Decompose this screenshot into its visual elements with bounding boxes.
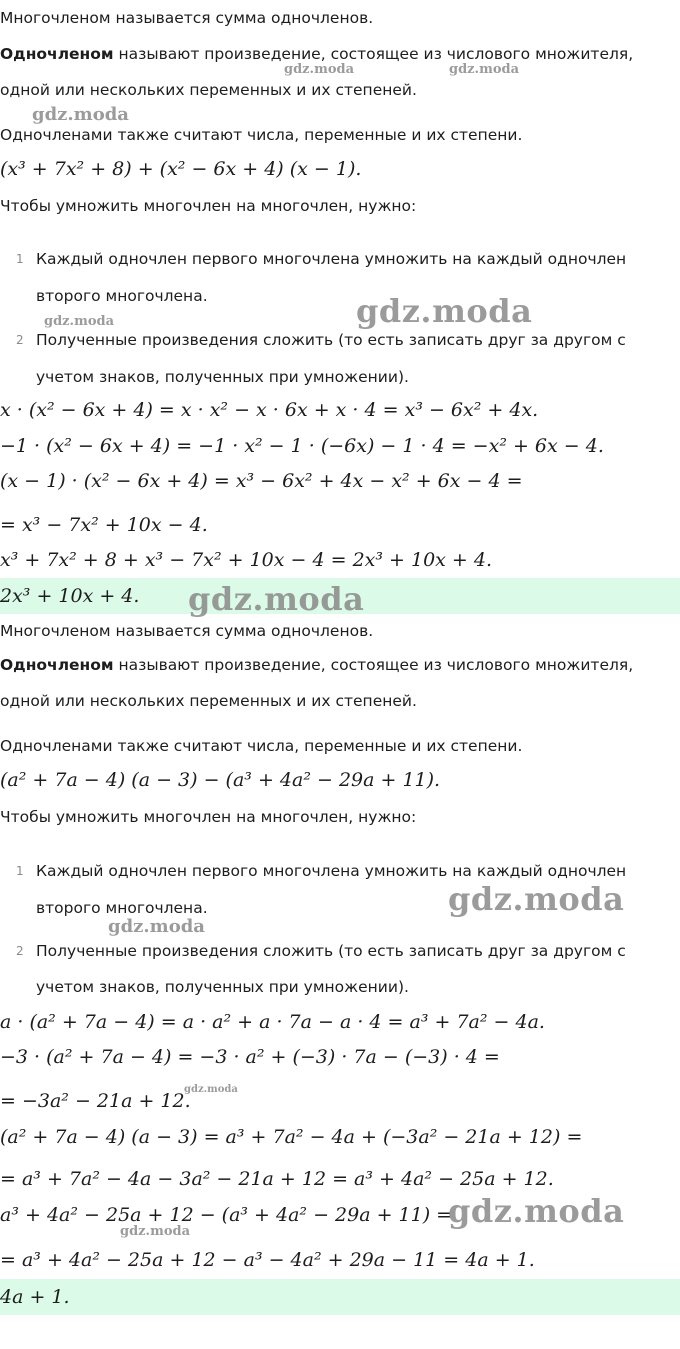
definition-monomial-line2: одной или нескольких переменных и их степеней. <box>0 692 417 710</box>
definition-polynomial: Многочленом называется сумма одночленов. <box>0 9 374 27</box>
watermark: gdz.moda <box>448 880 625 918</box>
step-text: Полученные произведения сложить (то есть записать друг за другом с <box>36 331 626 349</box>
calc-line: x · (x² − 6x + 4) = x · x² − x · 6x + x · 4 = x³ − 6x² + 4x. <box>0 399 539 421</box>
answer: 2x³ + 10x + 4. <box>0 585 140 607</box>
watermark: gdz.moda <box>184 1084 238 1095</box>
step-number: 1 <box>16 864 24 878</box>
calc-line: −3 · (a² + 7a − 4) = −3 · a² + (−3) · 7a − (−3) · 4 = <box>0 1046 500 1068</box>
watermark: gdz.moda <box>32 104 129 125</box>
definition-polynomial: Многочленом называется сумма одночленов. <box>0 622 374 640</box>
step-number: 2 <box>16 333 24 347</box>
calc-line: −1 · (x² − 6x + 4) = −1 · x² − 1 · (−6x) − 1 · 4 = −x² + 6x − 4. <box>0 435 604 457</box>
definition-monomial-rest: называют произведение, состоящее из числового множителя, <box>113 656 634 674</box>
watermark: gdz.moda <box>120 1224 191 1239</box>
step-text: Полученные произведения сложить (то есть записать друг за другом с <box>36 942 626 960</box>
definition-monomial-rest: называют произведение, состоящее из числового множителя, <box>113 45 634 63</box>
monomial-note: Одночленами также считают числа, переменные и их степени. <box>0 737 523 755</box>
calc-line: a · (a² + 7a − 4) = a · a² + a · 7a − a · 4 = a³ + 7a² − 4a. <box>0 1011 545 1033</box>
watermark: gdz.moda <box>188 580 365 618</box>
monomial-term: Одночленом <box>0 656 114 674</box>
step-number: 2 <box>16 944 24 958</box>
step-number: 1 <box>16 252 24 266</box>
monomial-note: Одночленами также считают числа, переменные и их степени. <box>0 126 523 144</box>
step-text: Каждый одночлен первого многочлена умножить на каждый одночлен <box>36 250 627 268</box>
definition-monomial <box>0 655 633 675</box>
task-expression: (x³ + 7x² + 8) + (x² − 6x + 4) (x − 1). <box>0 158 362 180</box>
watermark: gdz.moda <box>448 1192 625 1230</box>
calc-line: = x³ − 7x² + 10x − 4. <box>0 514 208 536</box>
watermark: gdz.moda <box>108 916 205 937</box>
calc-line: a³ + 4a² − 25a + 12 − (a³ + 4a² − 29a + 11) = <box>0 1204 453 1226</box>
step-text-continued: учетом знаков, полученных при умножении). <box>36 368 409 386</box>
calc-line: x³ + 7x² + 8 + x³ − 7x² + 10x − 4 = 2x³ + 10x + 4. <box>0 549 493 571</box>
answer-highlight <box>0 1279 680 1315</box>
rule-intro: Чтобы умножить многочлен на многочлен, нужно: <box>0 808 417 826</box>
step-text-continued: второго многочлена. <box>36 287 208 305</box>
monomial-term: Одночленом <box>0 45 114 63</box>
answer: 4a + 1. <box>0 1286 70 1308</box>
calc-line: = a³ + 7a² − 4a − 3a² − 21a + 12 = a³ + 4a² − 25a + 12. <box>0 1168 554 1190</box>
watermark: gdz.moda <box>284 62 355 77</box>
calc-line: = −3a² − 21a + 12. <box>0 1090 191 1112</box>
watermark: gdz.moda <box>449 62 520 77</box>
rule-intro: Чтобы умножить многочлен на многочлен, нужно: <box>0 197 417 215</box>
step-text-continued: второго многочлена. <box>36 899 208 917</box>
step-text-continued: учетом знаков, полученных при умножении). <box>36 978 409 996</box>
calc-line: (a² + 7a − 4) (a − 3) = a³ + 7a² − 4a + (−3a² − 21a + 12) = <box>0 1126 583 1148</box>
calc-line: (x − 1) · (x² − 6x + 4) = x³ − 6x² + 4x − x² + 6x − 4 = <box>0 470 523 492</box>
task-expression: (a² + 7a − 4) (a − 3) − (a³ + 4a² − 29a + 11). <box>0 769 441 791</box>
step-text: Каждый одночлен первого многочлена умножить на каждый одночлен <box>36 862 627 880</box>
watermark: gdz.moda <box>44 314 115 329</box>
watermark: gdz.moda <box>356 292 533 330</box>
definition-monomial-line2: одной или нескольких переменных и их степеней. <box>0 81 417 99</box>
definition-monomial <box>0 44 633 64</box>
calc-line: = a³ + 4a² − 25a + 12 − a³ − 4a² + 29a − 11 = 4a + 1. <box>0 1249 535 1271</box>
